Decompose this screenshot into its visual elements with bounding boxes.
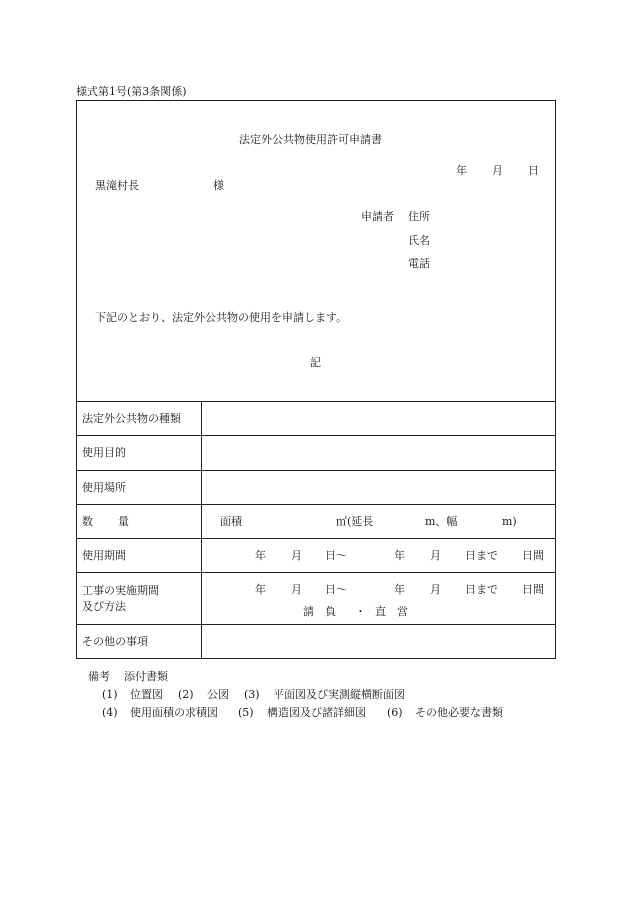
applicant-phone-label: 電話 — [408, 257, 430, 270]
row-label-kind: 法定外公共物の種類 — [82, 412, 181, 425]
addressee-name: 黒滝村長 — [95, 179, 139, 192]
remark-item-text: 構造図及び諸詳細図 — [267, 706, 366, 719]
addressee-honorific: 様 — [213, 179, 224, 192]
table-divider — [76, 572, 556, 573]
quantity-area-label: 面積 — [220, 515, 242, 528]
quantity-close-unit: m) — [502, 515, 517, 528]
page-title: 法定外公共物使用許可申請書 — [239, 133, 382, 146]
form-frame — [76, 100, 556, 659]
applicant-address-label: 住所 — [408, 210, 430, 223]
construction-year-from: 年 — [255, 583, 266, 596]
remark-item-num: (3) — [244, 688, 260, 701]
remark-item-num: (4) — [102, 706, 118, 719]
remark-item-text: その他必要な書類 — [415, 706, 503, 719]
table-column-divider — [201, 402, 202, 659]
table-divider — [76, 624, 556, 625]
applicant-name-label: 氏名 — [408, 234, 430, 247]
remark-item-text: 使用面積の求積図 — [130, 706, 218, 719]
remark-item-num: (1) — [102, 688, 118, 701]
construction-day-until: 日まで — [465, 583, 498, 596]
row-label-period: 使用期間 — [82, 549, 126, 562]
remark-item-num: (5) — [238, 706, 254, 719]
form-number: 様式第1号(第3条関係) — [76, 85, 187, 98]
remark-item-text: 公図 — [207, 688, 229, 701]
period-year-from: 年 — [255, 549, 266, 562]
remark-item-text: 平面図及び実測縦横断面図 — [273, 688, 405, 701]
method-contract: 請 負 — [303, 605, 336, 618]
table-divider — [76, 401, 556, 402]
period-month-from: 月 — [291, 549, 302, 562]
method-separator: ・ — [355, 605, 366, 618]
construction-day-from: 日〜 — [325, 583, 347, 596]
application-statement: 下記のとおり、法定外公共物の使用を申請します。 — [95, 311, 348, 324]
ki-label: 記 — [310, 356, 321, 369]
period-month-to: 月 — [430, 549, 441, 562]
period-day-from: 日〜 — [325, 549, 347, 562]
remarks-heading: 備考 — [88, 670, 110, 683]
row-label-purpose: 使用目的 — [82, 446, 126, 459]
period-days: 日間 — [522, 549, 544, 562]
table-divider — [76, 435, 556, 436]
row-label-quantity-2: 量 — [118, 515, 129, 528]
date-month: 月 — [492, 164, 503, 177]
date-year: 年 — [456, 164, 467, 177]
applicant-label: 申請者 — [361, 210, 394, 223]
period-day-until: 日まで — [465, 549, 498, 562]
row-label-quantity-1: 数 — [82, 515, 93, 528]
row-label-construction-1: 工事の実施期間 — [82, 584, 159, 597]
table-divider — [76, 504, 556, 505]
method-direct: 直 営 — [375, 605, 408, 618]
row-label-other: その他の事項 — [82, 635, 148, 648]
row-label-construction-2: 及び方法 — [82, 600, 126, 613]
table-divider — [76, 470, 556, 471]
remark-item-text: 位置図 — [130, 688, 163, 701]
remark-item-num: (2) — [178, 688, 194, 701]
remarks-subheading: 添付書類 — [124, 670, 168, 683]
table-divider — [76, 538, 556, 539]
remark-item-num: (6) — [387, 706, 403, 719]
construction-month-to: 月 — [430, 583, 441, 596]
construction-year-to: 年 — [394, 583, 405, 596]
quantity-width-unit: m、幅 — [425, 515, 458, 528]
date-day: 日 — [528, 164, 539, 177]
row-label-place: 使用場所 — [82, 481, 126, 494]
construction-days: 日間 — [522, 583, 544, 596]
construction-month-from: 月 — [291, 583, 302, 596]
period-year-to: 年 — [394, 549, 405, 562]
quantity-extension-unit: ㎡(延長 — [336, 515, 374, 528]
